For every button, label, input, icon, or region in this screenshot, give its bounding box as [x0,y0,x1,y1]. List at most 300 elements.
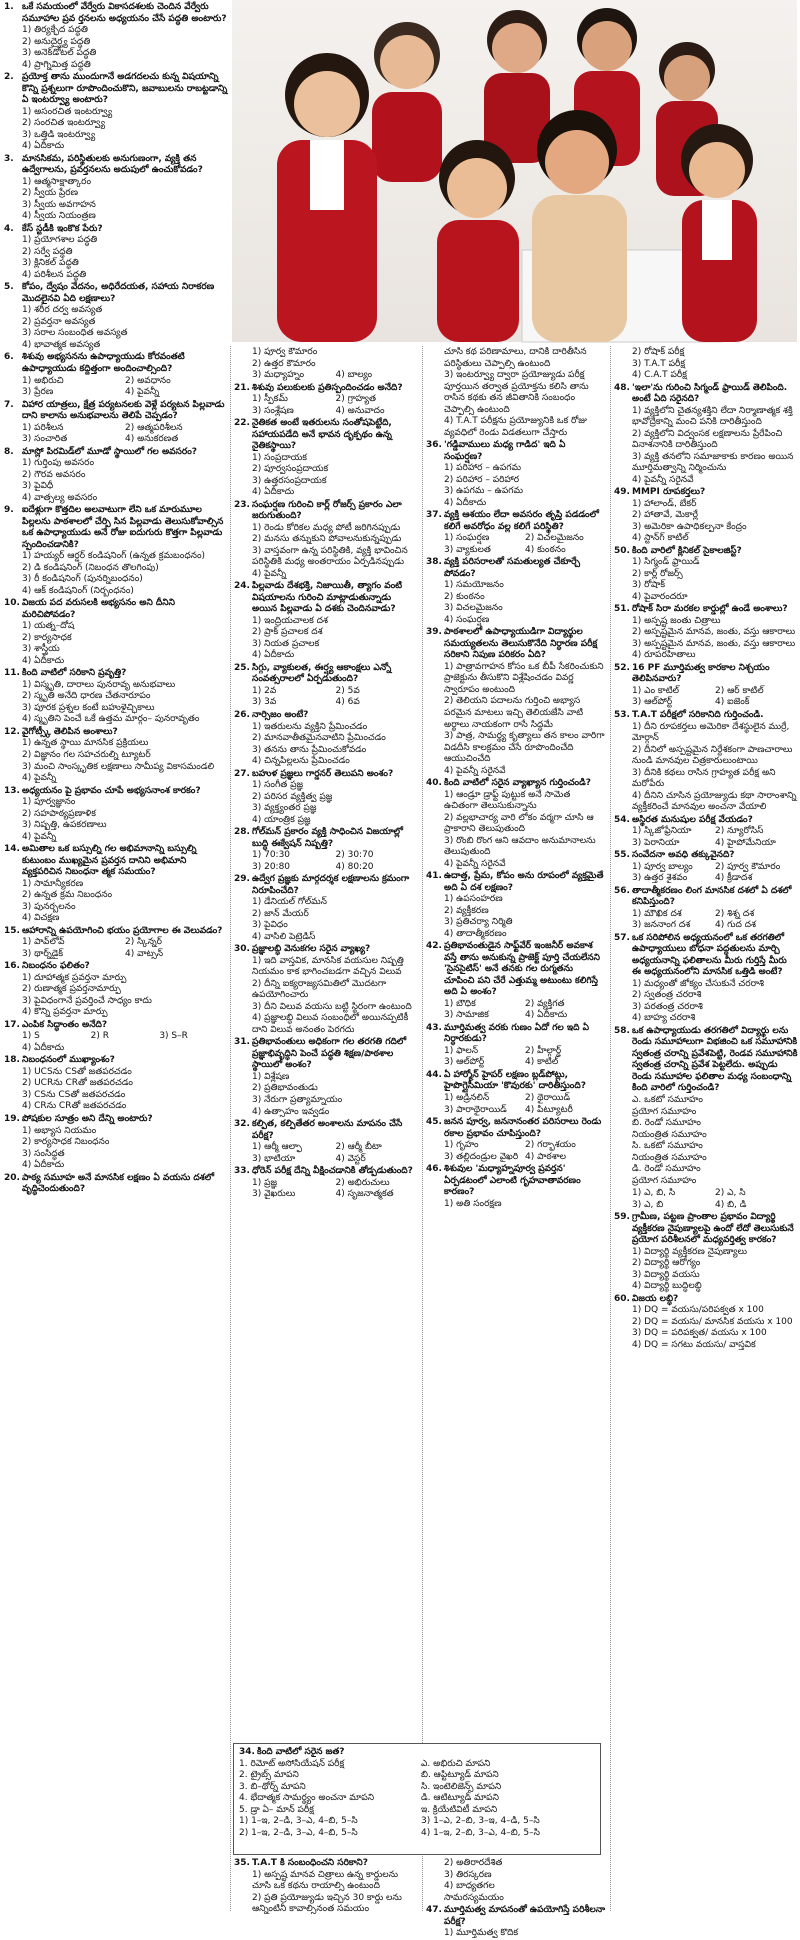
question-stem: ఉదాత్త, ప్రేమ, కోపం అను రూపంలో వ్యక్తమైతే అది ఏ దశ లక్షణం? [444,871,604,893]
question-stem: ఒకే సమయంలో వేర్వేరు వికాసదశలకు చెందిన వేర్వేరు సమూహాల ప్రవ ర్తనలను అధ్యయనం చేసే పద్ధతి అంటారు? [22,2,227,24]
question-block [614,604,798,662]
question-number: 1. [4,2,14,12]
question-stem: ప్రయోక్త తాను ముందుగానే అడగదలచు కున్న విషయాన్ని కొన్ని ప్రశ్నలుగా రూపొందించుకొని, జవాబులను రాబట్టడాన్ని ఏ ఇంటర్వ్యూ అంటారు? [22,72,228,106]
question-stem: వ్యక్తి ఆశయం లేదా అవసరం తృప్తి పడడంలో కలిగే అవరోధం వల్ల కలిగే పరిస్థితి? [444,510,599,532]
question-block [426,941,606,1022]
question-block [4,598,228,667]
question-stem: శిశువుల 'మధ్యాహ్నపూర్వ ప్రవర్తన' ఏర్పడటంలో ఎలాంటి గృహవాతావరణం కారణం? [444,1164,581,1198]
answer-option: 1) అస్పష్ట మానవ చిత్రాలు ఉన్న కార్డులను చూసి ఒక కథను రాయాల్సి ఉంటుంది [252,1869,399,1892]
question-block [234,827,419,873]
answer-option: నియంత్రిత సమూహం [632,1152,707,1163]
answer-option: 1) ఇది వాస్తవిక, మానసిక వయసుల నిష్పత్తి నియమం కాక భాగించబడగా వచ్చిన విలువ [252,955,404,978]
question-stem: పోషకుల సూత్రం అని దేన్ని అంటారు? [22,1113,153,1124]
answer-option: 4) ఏదీకాదు [525,1010,568,1021]
answer-option: 1) S [22,1031,40,1042]
answer-option: 4) వాత్సల్య అవసరం [22,492,98,503]
answer-option: 3) పైవిధీ [22,481,54,492]
answer-option: 4) బి, డి [715,1199,747,1210]
answer-option: 4) సంఘర్షణ [444,614,490,625]
question-stem: నైతికత అంటే ఇతరులను సంతోషపెట్టేది, సహాయపడేది అనే భావన దృక్పథం ఉన్న నైతికస్థాయి? [252,418,392,452]
answer-option: 3) వైఖరులు [252,1189,296,1200]
answer-option: 1) హాలాండ్, బేకర్ [632,498,697,509]
answer-option: 2) వ్యక్తీకరణ [444,905,489,916]
answer-option: 2) ఉన్నత క్రమ నిబంధనం [22,890,113,901]
answer-option: 3) 3వ [252,697,277,708]
answer-option: 1) సిగ్మండ్ ఫ్రాయిడ్ [632,557,700,568]
match-left-item: 4. భేదాత్మక సామర్థ్యం అంచనా మాపని [239,1793,375,1804]
answer-option: 2) ప్రతి ప్రయోజ్యుడు ఇచ్చిన 30 కార్డు లను ఆన్నింటినీ కావాల్సినంత సమయం [252,1892,402,1915]
question-stem: ఏ హార్మోన్ హైపర్ లక్షణం బ్లడ్‌పోట్లు, హైపొగ్లైసీమియా 'కొవురకు' దారితీస్తుంది? [444,1069,586,1092]
answer-option: 3) విచలమైజనం [444,603,503,614]
answer-option: 1) ప్రజ్ఞ [252,1177,278,1188]
answer-option: 2) ప్రతిభావంతుడు [252,1083,318,1094]
question-block [4,727,228,785]
answer-option: 1) తిర్యక్ఛేద పద్ధతి [22,25,88,36]
question-text [234,944,419,956]
question-number: 18. [4,1055,20,1066]
question-text [234,663,419,686]
answer-option: 3) నియత ప్రచాలక [252,638,320,649]
answer-option: 2) సర్వే పద్ధతి [22,246,73,257]
answer-option [336,347,420,359]
question-stem: గ్రామీణ, పట్టణ ప్రాంతాల ప్రభావం విద్యార్థి వ్యక్తీకరణ నైపుణ్యాలపై ఉందో లేదో తెలుసుకునే ప్రయోగ పరిశీలనలో మధ్యవర్తిత్వ కారకం? [632,1212,794,1246]
answer-option: ప్రయోగ సమూహం [632,1175,697,1186]
answer-option: 3) అస్పష్టమైన మానవ, జంతు, వస్తు ఆకారాలు [632,638,796,649]
question-text [614,1026,798,1095]
answer-option: 4) వాసిలి పెట్రెడిస్ [252,931,316,942]
question-number: 52. [614,662,630,673]
question-block [4,1020,228,1055]
answer-option: 4) విద్యార్థి బుద్ధిలబ్ధి [632,1281,702,1292]
question-stem: ఒక సరిపోలిన అధ్యయనంలో ఒక తరగతిలో ఉపాధ్యాయులు బోధనా పద్ధతులను మార్చి అధ్యయనాన్ని ఫలితాలను మీరు గుర్తిస్తే మీరు ఈ అధ్యయనంలోని మానసిక ఒత్తిడి అంటే? [632,932,787,978]
answer-option: 3) తల్లిదండ్రుల వైఖరి [444,1151,519,1162]
question-number: 10. [4,598,20,609]
question-block [4,844,228,925]
question-text [426,1117,606,1140]
question-stem: మూర్తిమత్వ వరకు గుణం ఏదో గల ఇది ఏ నిర్ధారకుడు? [444,1022,589,1045]
question-number: 59. [614,1212,630,1223]
answer-option: 2) జాన్ మేయర్ [252,908,309,919]
answer-option: 2) ఆర్ కాటిల్ [715,685,764,696]
question-block [234,1858,419,1916]
question-block [614,1294,798,1352]
question-block [426,1117,606,1163]
answer-option: 1) ప్రయోగశాల పద్ధతి [22,235,98,246]
answer-option: 2) విజ్ఞానం గల సహచరుల్ని ట్యూటర్ [22,750,151,760]
match-right-item: సి. ఇంటెలిజెన్స్ మాపని [421,1781,502,1792]
answer-option: 1) అడ్రినలిన్ [444,1093,490,1103]
answer-option: 1) హయ్యర్ ఆర్డర్ కండిషనింగ్ (ఉన్నత క్రమబంధనం) [22,551,206,562]
answer-option: 2) 5వ [335,685,360,696]
question-text [614,663,798,686]
question-stem: ప్రతిభావంతుడైన సాఫ్ట్‌వేర్ ఇంజనీర్ అవకాశ వస్తే తాను అనుకున్న ప్రాజెక్ట్ పూర్తి చేయలేనని 'సైనసైటిస్' అనే తనకు గల రుగ్మతను చూపించి పని చేరే ఎత్తుమ్మ అటుంటు కలిగిస్తే అది ఏ అంశం? [444,941,600,998]
question-stem: నార్సిజం అంటే? [252,709,309,720]
question-block [4,352,228,398]
question-text [614,1294,798,1306]
question-number: 9. [4,505,14,516]
question-number: 42. [426,941,442,952]
answer-option: 2) గర్భాశయం [525,1140,576,1151]
answer-option: 4) గుద దశ [715,920,756,931]
question-number: 22. [234,418,250,429]
answer-option [525,1881,606,1904]
question-text [234,383,419,395]
answer-option: 2) ప్రాక్ ప్రచాలక దశ [252,627,323,638]
answer-option: 2) పూర్వ కౌమారం [715,861,781,872]
match-right-item: బి. ఆప్టిట్యూడ్ మాపని [421,1770,499,1781]
answer-option: 3) రోషాక్ [632,580,666,591]
question-stem: శిశువు పలుకులకు ప్రతిస్పందించడం అనేది? [252,382,403,393]
question-text [234,874,419,897]
answer-options-grid [426,1140,606,1163]
question-text [234,769,419,781]
question-stem: మాస్లో పిరమిడ్‌లో మూడో స్థాయిలో గల అవసరం? [22,446,197,457]
answer-option: 4) స్వీయ నియంత్రణ [22,211,96,222]
question-number: 11. [4,668,20,679]
answer-option: 4) DQ = సగటు వయసు/ వాస్తవిక [632,1339,756,1350]
answer-option: 1) మధ్యంతో జోక్యం చేసుకునే చరరాశి [632,978,764,989]
answer-option: 2) హాతావే, మెకార్లే [632,510,699,521]
answer-options-grid [4,423,228,446]
answer-option: 2) కార్యసాధక నిబంధనం [22,1137,110,1148]
question-block [234,874,419,943]
question-block [234,944,419,1036]
answer-options-grid [234,394,419,417]
answer-option: 2) విద్యార్థి ఆరోగ్యం [632,1258,701,1269]
question-stem: పాఠ్య సమూహ అనే మానసిక లక్షణం ఏ వయసు దశలో వృద్ధిచెందుతుంది? [22,1172,214,1195]
answer-option: 2) స్కిన్నర్ [125,937,162,948]
answer-option: 2) కార్యసాధక [22,632,72,643]
answer-option: 3) ఉత్తర శైశవం [632,873,688,884]
column-3-lower [426,1858,606,1939]
answer-option [525,1870,606,1882]
answer-option: 3) సామాజిక [444,1010,489,1021]
column-divider [230,346,231,1911]
question-text [426,1023,606,1046]
answer-option: 1) పూర్వ కౌమారం [252,347,318,357]
answer-option: 2) 30:70 [335,850,374,861]
question-stem: కేస్ స్టడీకి ఇంకొక పేరు? [22,223,103,234]
column-1 [4,2,228,1907]
answer-option: 3) శాస్త్రీయ [22,644,60,655]
answer-option: 4) చిన్నపిల్లలను ప్రేమించడం [252,756,350,767]
question-block [614,1026,798,1187]
question-block [234,663,419,709]
answer-option: 3) మధ్యాహ్నం [252,370,305,381]
column-2 [234,347,419,1741]
question-stem: ఆహారాన్ని ఉపయోగించి భయం ప్రయోగాల ఈ వెలువడం? [22,925,223,936]
answer-option: 2) సంరచిత ఇంటర్వ్యూ [22,118,106,129]
question-text [614,850,798,862]
answer-option: 1) సమయోజనం [444,580,504,591]
column-2-lower [234,1858,419,1915]
answer-option: 1) డేనియల్ గోల్‌మన్ [252,897,327,908]
answer-option: 4) హైపోమేనియా [715,837,776,848]
question-block [4,668,228,726]
question-text [426,1070,606,1093]
question-block [4,224,228,282]
question-number: 55. [614,850,630,861]
answer-option: 3) పునర్బలనం [22,901,76,912]
answer-option: 3) ఎ, బి [632,1199,664,1210]
question-block [426,440,606,509]
answer-option: 4) ఐజెంక్ [715,697,750,708]
answer-option: 4) ఏదీకాదు [22,141,65,152]
answer-option: 1) DQ = వయసు/పరిపక్వత x 100 [632,1305,764,1316]
answer-option: 2) ఆత్మపరిశీలన [125,422,183,433]
answer-options-grid [614,1188,798,1211]
answer-option: 4) సృజనాత్మకత [335,1189,394,1200]
answer-option: 3) సంచారిత [22,434,68,445]
answer-option: 4) ఏదీకాదు [22,1160,65,1171]
question-number: 20. [4,1172,20,1183]
question-stem: విజయ లబ్ధి? [632,1293,679,1304]
answer-option: 1) పావ్‌లోవ్ [22,937,65,948]
question-number: 24. [234,581,250,592]
answer-option: 1) మూర్తిమత్వ కొదిక [444,1928,519,1939]
question-number: 28. [234,827,250,838]
match-answer-option: 3) 1–ఎ, 2–బి, 3–ఇ, 4–డి, 5–సి [421,1816,540,1827]
answer-options-grid [426,1046,606,1069]
answer-option: 1) ఉన్నత స్థాయి మానసిక ప్రక్రియలు [22,738,149,749]
question-block [234,347,419,382]
match-question-box [233,1743,601,1855]
answer-option: 3) తనను తాను ప్రేమించుకోవడం [252,744,367,755]
question-text [4,2,228,25]
answer-option: 4) యాంత్రిక ప్రజ్ఞ [252,814,311,825]
question-block [614,850,798,885]
answer-option: 3) పైవిధంగానే ప్రవర్తించే సాధ్యం కాదు [22,995,152,1006]
question-text [614,710,798,722]
answer-option: 1) ఇతరులను వ్యక్తిని ప్రేమించడం [252,721,368,732]
question-number: 60. [614,1293,630,1304]
answer-option: 1) అసంరచిత ఇంటర్వ్యూ [22,106,113,117]
answer-option: 2) శిశ్న దశ [715,908,755,919]
question-block [614,1188,798,1211]
answer-option: 2) కుంఠనం [444,591,485,602]
question-number: 19. [4,1113,20,1124]
answer-options-grid [614,686,798,709]
question-block [426,1905,606,1940]
question-stem: ఎంపిక సిద్ధాంతం అనేది? [22,1019,108,1030]
answer-option: 4) పైవన్నీ [252,568,287,579]
question-block [234,769,419,827]
column-divider [610,346,611,1911]
question-block [4,447,228,505]
question-block [234,581,419,662]
question-number: 29. [234,874,250,885]
answer-option: 2) అవధానం [125,375,171,386]
answer-options-grid [234,1142,419,1165]
answer-option: 3) సంశ్లేషణ [252,405,294,416]
answer-option: 4) ఏదీకాదు [22,655,65,666]
answer-option: 4) ఏదీకాదు [252,650,295,661]
answer-option: 3) ఆల్‌పోర్ట్ [632,697,673,708]
answer-option: 4) పైవన్నీ [22,773,57,784]
question-text [426,778,606,790]
answer-option: 1) గుర్తింపు అవసరం [22,458,95,469]
question-number: 40. [426,778,442,789]
answer-option: 4) రూపరహితాలు [632,650,696,661]
question-number: 12. [4,726,20,737]
question-text [614,933,798,979]
answer-option: 3) ఒత్తిడి ఇంటర్వ్యూ [22,129,96,140]
answer-option: 2) తెలియని పదాలను గుర్తించి అభ్యాస పరమైన మాటలు ఇచ్చి తెలియజేసి వాటి అర్థాలు నాయకంగా రాసే సిద్ధమే [444,696,584,730]
answer-option: 2) మనసు తన్నుకుని పోవాలనుకున్నప్పుడు [252,534,402,545]
question-stem: అమితాల ఒక బస్సుల్ని గల అభిమానాన్ని బస్సుల్ని కుటుంబం ముఖ్యమైన ప్రవర్తన దానిని అభిమాని వ్యక్తపరిచిన నిబంధనా త్మక సమయం? [22,844,197,878]
question-text [4,727,228,739]
question-stem: ధోరెన్ పరీక్ష దేన్ని వీక్షించడానికి తోడ్పడుతుంది? [252,1166,413,1177]
answer-option: ఎ. ఒకటో సమూహం [632,1095,703,1105]
question-block [4,1055,228,1113]
answer-options-grid [614,862,798,885]
answer-option: 4) తాదాత్మీకరణం [444,928,507,939]
answer-option: డి. రెండో సమూహం [632,1164,701,1175]
answer-options-grid [4,376,228,399]
question-stem: ప్రజ్ఞాలబ్ధి వెనుకగల సరైన వ్యాఖ్య? [252,944,371,955]
question-stem: ఉద్వేగ ప్రజ్ఞకు మార్గదర్శక లక్షణాలను క్రమంగా నిరూపించేది? [252,874,410,896]
question-text [4,1114,228,1126]
answer-option: నియంత్రిత సమూహం [632,1129,707,1140]
question-block [426,627,606,777]
answer-option: 3) రొంబి రొంగ ఆని ఆవదాం అనుమానాలను తెలుపుతుంది [444,835,596,858]
answer-option: 2) మానవాతీతమైనవాటిని ప్రేమించడం [252,733,386,744]
question-text [4,668,228,680]
answer-option: 1) ఆత్మసాక్షాత్కారం [22,176,92,187]
answer-options-grid [426,999,606,1022]
question-text [234,1166,419,1178]
question-text [234,1858,419,1870]
answer-option: 4) బాల్యం [335,370,373,381]
question-number: 7. [4,399,14,410]
answer-option: 1) వ్యక్తిలోని చైతన్యశక్తిని లేదా నిర్మాణాత్మక శక్తి భావోద్రేకాన్ని మంచి పనికి దారితీస్తుంది [632,405,793,428]
answer-option: 2) స్వతంత్ర చరరాశి [632,990,702,1001]
question-stem: విహార యాత్రలు, క్షేత్ర పర్యటనలకు వెళ్లే పర్యటన పిల్లవాడు దాని కాలాను అనుభవాలను తెలిపే చెప్పడం? [22,399,225,422]
question-stem: అస్థిరత మనుషుల పరీక్ష వేయడం? [632,814,753,825]
question-block [614,933,798,1025]
question-number: 26. [234,709,250,720]
question-number: 3. [4,153,14,164]
answer-option: 1) విస్మృతి, దారాలు పునరావృ అనుభవాలు [22,679,176,690]
answer-option: చూసి కథ పరిణామాలు, దానికి దారితీసిన పరిస్థితులు చెప్పాల్సి ఉంటుంది [444,347,587,369]
question-text [426,627,606,662]
question-text [4,786,228,798]
answer-option: 2) రోషాక్ పరీక్ష [632,347,685,357]
question-block [426,557,606,626]
question-stem: బహుళ ప్రజ్ఞలు గార్డనర్ తెలుపని అంశం? [252,768,394,779]
answer-option: 1) సామాన్యీకరణ [22,878,84,889]
question-number: 27. [234,768,250,779]
answer-option: 3) వ్యక్తి తనలోని సమాజాకాకు కారణం అయిన మూర్తిమత్వాన్ని నిర్మించును [632,451,794,474]
question-stem: గోల్‌మన్ ప్రకారం వ్యక్తి సాధించిన విజయాల్లో బుద్ధి ఈక్వేషన్ నిష్పత్తి? [252,827,403,849]
question-text [614,487,798,499]
answer-option: 3) రీ కండిషనింగ్ (పునర్నిబంధనం) [22,574,143,585]
column-3 [426,347,606,1741]
answer-option: 3) CSను CSతో జతపరచడం [22,1089,126,1100]
column-4 [614,347,798,1909]
answer-option: 4) ఉత్సాహం ఇవ్వడం [252,1106,330,1117]
answer-option: 3) S–R [159,1031,188,1042]
question-block [234,383,419,418]
answer-option: 3) అనెక్‌డోటల్ పద్ధతి [22,48,97,59]
answer-option: 4) పైవారందరూ [632,591,688,602]
question-block [4,1114,228,1172]
question-block [614,487,798,545]
question-block [4,154,228,223]
answer-option: 3) పరతంత్ర చరరాశి [632,1001,703,1012]
answer-options-grid [614,909,798,932]
question-stem: 'ఇలా'ను గురించి సిగ్మండ్ ఫ్రాయిడ్ తెలిపింది. అంటే ఏది సరైనది? [632,382,788,405]
question-block [426,1070,606,1116]
answer-option: 4) వెస్టర్ [335,1153,366,1164]
question-stem: 16 PF మూర్తిమత్వ కారకాల నిశ్చయం తెలిపినవారు? [632,662,770,685]
question-stem: మూర్తిమత్వ మాపనంతో ఉపయోగిస్తే పరిశీలనా పరీక్ష? [444,1905,606,1927]
answer-option: 3) మంచి సాంస్కృతిక లక్షణాలు సామీప్య వికాసమండలి [22,761,215,772]
match-right-item: ఇ. క్రియేటివిటీ మాపని [421,1804,498,1815]
question-number: 16. [4,961,20,972]
question-block [4,282,228,351]
answer-option: 4) ప్రాగ్నిమిత్త పద్ధతి [22,59,91,70]
question-number: 38. [426,557,442,568]
answer-option: 1) బౌధిక [444,998,476,1009]
answer-option: 4) భావాత్మక అవస్యత [22,339,101,350]
question-number: 36. [426,440,442,451]
answer-option: 1) పాత్రావగాహన కోసం ఒక బీపీ సేకరించుకుని ప్రాజెక్టును తీసుకొని విశ్లేషించడం వివర్ణ స్వారూపం అంటుంది [444,661,604,695]
question-text [4,1173,228,1196]
answer-option: 4) పిట్యూటరీ [525,1104,573,1115]
question-number: 15. [4,925,20,936]
question-block [426,1164,606,1210]
answer-option: 4) బాహ్య చరరాశి [632,1013,696,1024]
question-number: 43. [426,1022,442,1033]
answer-option: 1) పరిహార – ఉపగమ [444,463,522,474]
answer-option: 3) విద్యార్థి వయసు [632,1269,700,1280]
answer-option: 2) స్వీయ ప్రేరణ [22,188,79,199]
question-number: 21. [234,382,250,393]
answer-option: 3) వాస్తవంగా ఉన్న పరిస్థితికి, వ్యక్తి భావించిన పరిస్థితికి మధ్య అంతరాయం ఏర్పడినప్పుడు [252,545,408,568]
question-number: 23. [234,499,250,510]
question-text [4,926,228,938]
question-number: 56. [614,885,630,896]
answer-option: 1) మౌఖిక దశ [632,908,682,919]
answer-option: 4) స్మృతిని పెంచే ఒకే ఉత్తమ మార్గం– పునరావృతం [22,714,200,725]
answer-option: 2) అనుదైర్ఘ్య పద్ధతి [22,36,91,47]
answer-option: 2) UCRను CRతో జతపరచడం [22,1078,133,1089]
question-number: 54. [614,814,630,825]
question-block [4,961,228,1019]
question-number: 6. [4,352,14,363]
question-number: 53. [614,709,630,720]
question-block [614,815,798,850]
match-answer-option: 2) 1–ఇ, 2–డి, 3–ఎ, 4–బి, 5–సి [239,1827,358,1838]
question-number: 39. [426,627,442,638]
answer-option: 2) స్మృతి అనేది ధారణ చేతనారూపం [22,691,151,702]
question-number: 14. [4,844,20,855]
question-number: 13. [4,785,20,796]
answer-option: 1) ఎ, బి, సి [632,1188,676,1199]
question-stem: కింది వాటిలో సరైన వ్యాఖ్యాన గుర్తించండి? [444,778,591,789]
answer-option: 4) అనువాదం [335,405,385,416]
question-text [426,1164,606,1199]
answer-option: 4) పాఠశాల [525,1151,567,1162]
answer-option: 3) క్లినికల్ పద్ధతి [22,258,79,269]
question-stem: MMPI రూపకర్తలు? [632,487,706,498]
answer-option: 1) ఆర్మీ ఆల్ఫా [252,1142,302,1153]
answer-option [525,1858,606,1870]
question-stem: నిబంధనం ఫలితం? [22,961,90,972]
answer-options-grid [234,347,419,382]
question-stem: శిశువు అభ్యసనను ఉపాధ్యాయుడు కోరవంతటి ఉపాధ్యాయుడు కద్దిత్తంగా అందించాల్సింది? [22,352,185,374]
